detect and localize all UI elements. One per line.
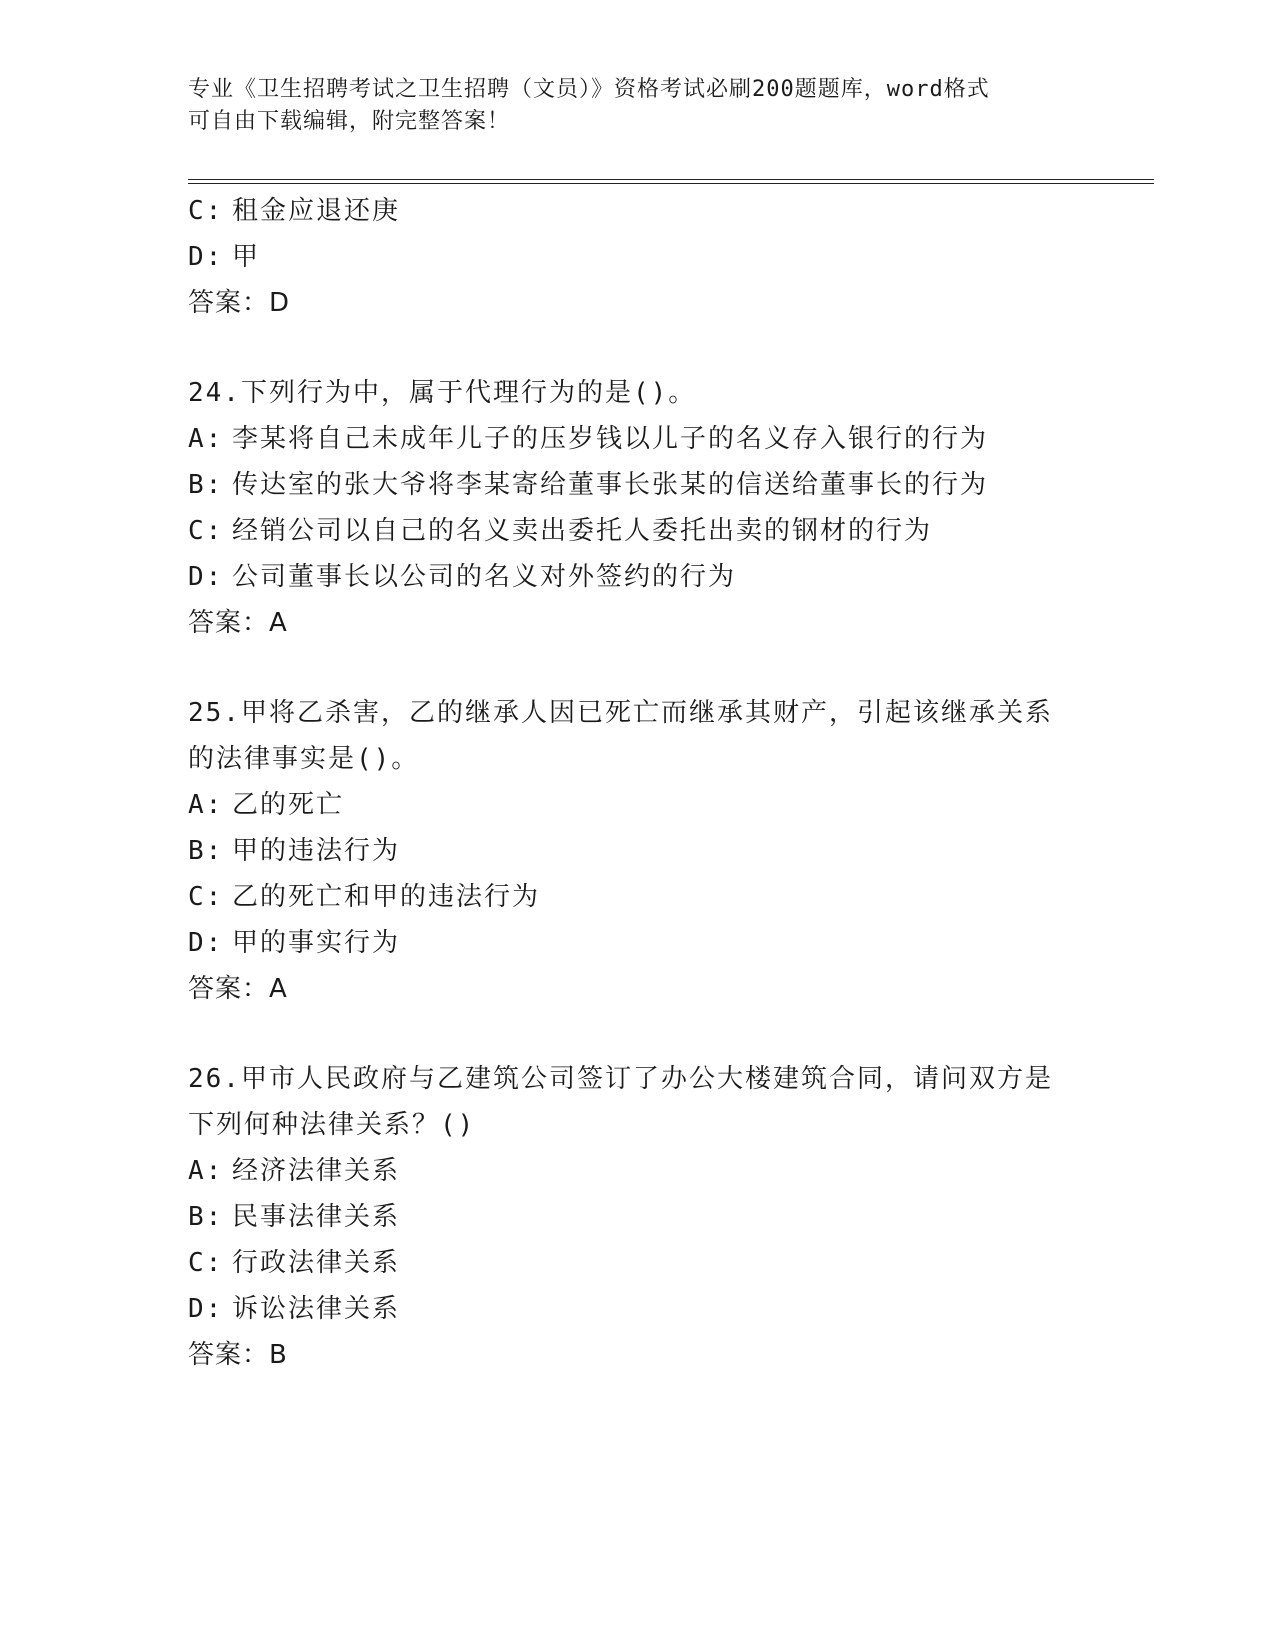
option-c: C: 行政法律关系 xyxy=(188,1248,401,1278)
option-d: D: 甲的事实行为 xyxy=(188,928,401,958)
question-26 xyxy=(188,1056,1088,1378)
option-a: A: 乙的死亡 xyxy=(188,790,345,820)
document-body xyxy=(188,188,1088,1378)
question-text-line-2: 的法律事实是()。 xyxy=(188,744,420,774)
option-c: C: 经销公司以自己的名义卖出委托人委托出卖的钢材的行为 xyxy=(188,516,933,546)
document-header xyxy=(188,74,1088,138)
header-divider-top xyxy=(188,179,1154,180)
option-b: B: 传达室的张大爷将李某寄给董事长张某的信送给董事长的行为 xyxy=(188,470,989,500)
question-24 xyxy=(188,370,1088,646)
question-text-line-1: 26.甲市人民政府与乙建筑公司签订了办公大楼建筑合同，请问双方是 xyxy=(188,1064,1053,1094)
option-d: D: 诉讼法律关系 xyxy=(188,1294,401,1324)
previous-question-tail xyxy=(188,188,1088,326)
question-25 xyxy=(188,690,1088,1012)
option-d: D: 甲 xyxy=(188,242,261,272)
header-line-2: 可自由下载编辑，附完整答案！ xyxy=(188,109,511,134)
answer-line: 答案：D xyxy=(188,288,291,318)
option-b: B: 甲的违法行为 xyxy=(188,836,401,866)
header-line-1: 专业《卫生招聘考试之卫生招聘（文员）》资格考试必刷200题题库，word格式 xyxy=(188,77,990,102)
option-a: A: 经济法律关系 xyxy=(188,1156,401,1186)
header-divider-bottom xyxy=(188,183,1154,184)
question-text: 24.下列行为中，属于代理行为的是()。 xyxy=(188,378,697,408)
option-d: D: 公司董事长以公司的名义对外签约的行为 xyxy=(188,562,737,592)
option-a: A: 李某将自己未成年儿子的压岁钱以儿子的名义存入银行的行为 xyxy=(188,424,989,454)
question-text-line-1: 25.甲将乙杀害，乙的继承人因已死亡而继承其财产，引起该继承关系 xyxy=(188,698,1053,728)
option-c: C: 租金应退还庚 xyxy=(188,196,401,226)
answer-line: 答案：B xyxy=(188,1340,288,1370)
option-b: B: 民事法律关系 xyxy=(188,1202,401,1232)
question-text-line-2: 下列何种法律关系？() xyxy=(188,1110,476,1140)
answer-line: 答案：A xyxy=(188,974,288,1004)
answer-line: 答案：A xyxy=(188,608,288,638)
option-c: C: 乙的死亡和甲的违法行为 xyxy=(188,882,541,912)
